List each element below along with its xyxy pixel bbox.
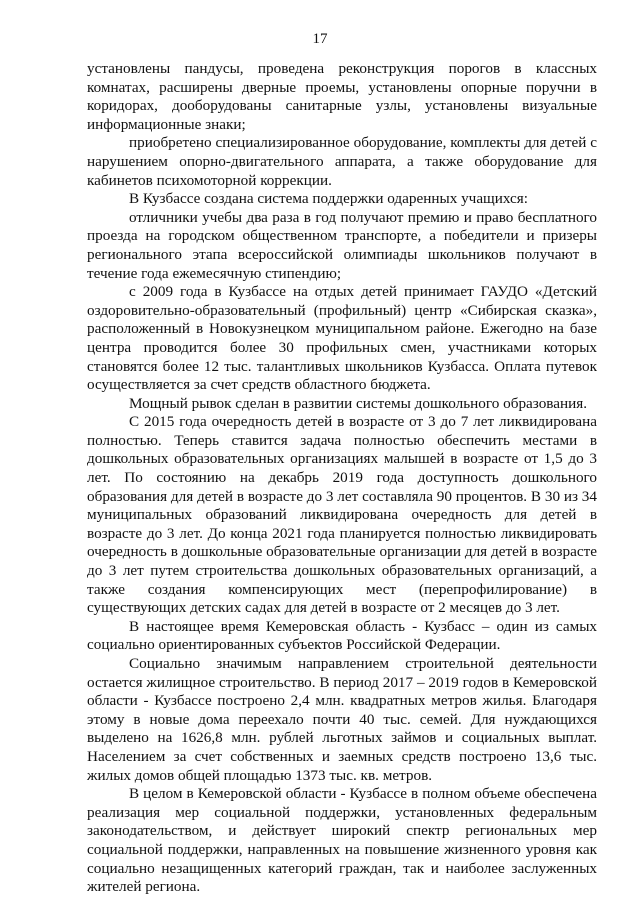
document-body (87, 60, 597, 897)
paragraph-housing-construction: Социально значимым направлением строительной деятельности остается жилищное строительство. В период 2017 – 2019 годов в Кемеровской области - Кузбассе построено 2,4 млн. квадратных метров жилья. Благодаря этому в новые дома переехало почти 40 тыс. семей. Для нуждающихся выделено на 1626,8 млн. рублей льготных займов и социальных выплат. Населением за счет собственных и заемных средств построено 13,6 тыс. жилых домов общей площадью 1373 тыс. кв. метров. (87, 655, 597, 784)
paragraph-preschool-development: Мощный рывок сделан в развитии системы дошкольного образования. (129, 394, 588, 412)
paragraph-gifted-support: В Кузбассе создана система поддержки одаренных учащихся: (129, 190, 528, 208)
paragraph-social-orientation: В настоящее время Кемеровская область - Кузбасс – один из самых социально ориентированных субъектов Российской Федерации. (87, 617, 597, 654)
page-number: 17 (312, 31, 328, 47)
paragraph-ramps: установлены пандусы, проведена реконструкция порогов в классных комнатах, расширены дверные проемы, установлены опорные поручни в коридорах, дооборудованы санитарные узлы, установлены визуальные информационные знаки; (87, 60, 597, 133)
paragraph-social-support: В целом в Кемеровской области - Кузбассе в полном объеме обеспечена реализация мер социальной поддержки, установленных федеральным законодательством, и действует широкий спектр региональных мер социальной поддержки, направленных на повышение жизненного уровня как социально незащищенных категорий граждан, так и наиболее заслуженных жителей региона. (87, 785, 597, 896)
paragraph-siberian-tale-center: с 2009 года в Кузбассе на отдых детей принимает ГАУДО «Детский оздоровительно-образовательный (профильный) центр «Сибирская сказка», расположенный в Новокузнецком муниципальном районе. Ежегодно на базе центра проводится более 30 профильных смен, участниками которых становятся более 12 тыс. талантливых школьников Кузбасса. Оплата путевок осуществляется за счет средств областного бюджета. (87, 283, 597, 394)
paragraph-preschool-queue: С 2015 года очередность детей в возрасте от 3 до 7 лет ликвидирована полностью. Теперь ставится задача полностью обеспечить местами в дошкольных образовательных организациях малышей в возрасте от 1,5 до 3 лет. По состоянию на декабрь 2019 года доступность дошкольного образования для детей в возрасте до 3 лет составляла 90 процентов. В 30 из 34 муниципальных образований ликвидирована очередность для детей в возрасте до 3 лет. До конца 2021 года планируется полностью ликвидировать очередность в дошкольные образовательные организации для детей в возрасте до 3 лет путем строительства дошкольных образовательных организаций, а также создания компенсирующих мест (перепрофилирование) в существующих детских садах для детей в возрасте от 2 месяцев до 3 лет. (87, 413, 597, 617)
paragraph-equipment: приобретено специализированное оборудование, комплекты для детей с нарушением опорно-двигательного аппарата, а также оборудование для кабинетов психомоторной коррекции. (87, 134, 597, 189)
paragraph-excellent-students: отличники учебы два раза в год получают премию и право бесплатного проезда на городском общественном транспорте, а победители и призеры регионального этапа всероссийской олимпиады школьников получают в течение года ежемесячную стипендию; (87, 208, 597, 282)
